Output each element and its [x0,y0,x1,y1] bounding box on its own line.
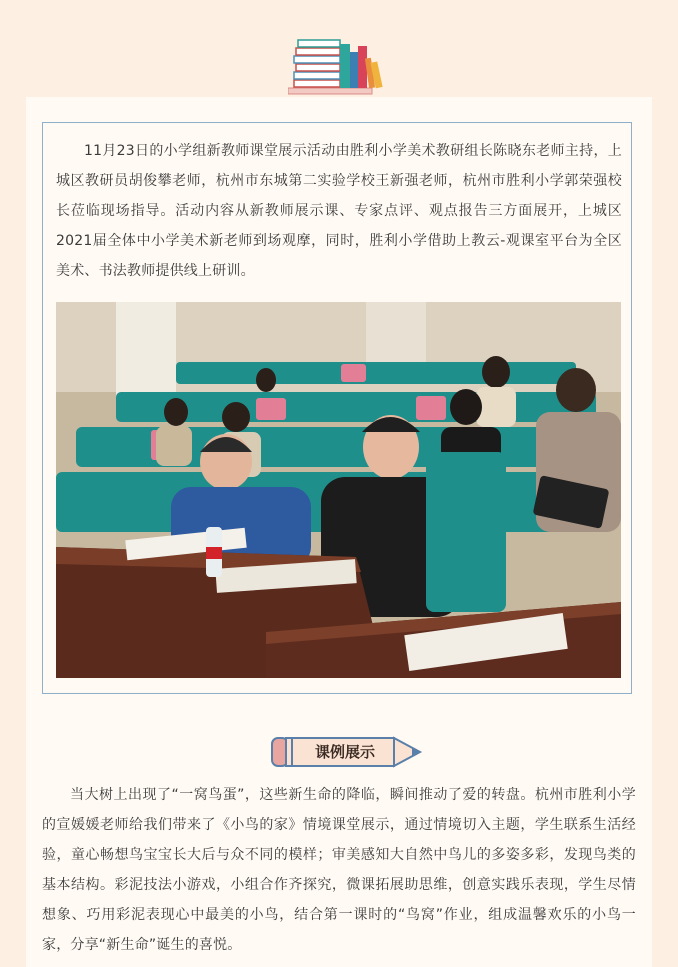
section-tag-label: 课例展示 [314,743,375,761]
classroom-photo [56,302,621,678]
books-stack-icon [288,38,388,96]
lesson-paragraph: 当大树上出现了“一窝鸟蛋”，这些新生命的降临，瞬间推动了爱的转盘。杭州市胜利小学的宣媛媛老师给我们带来了《小鸟的家》情境课堂展示，通过情境切入主题，学生联系生活经验，童心畅想鸟宝宝长大后与众不同的模样；审美感知大自然中鸟儿的多姿多彩，发现鸟类的基本结构。彩泥技法小游戏，小组合作齐探究，微课拓展助思维，创意实践乐表现，学生尽情想象、巧用彩泥表现心中最美的小鸟，结合第一课时的“鸟窝”作业，组成温馨欢乐的小鸟一家，分享“新生命”诞生的喜悦。 [42,787,636,953]
intro-paragraph: 11月23日的小学组新教师课堂展示活动由胜利小学美术教研组长陈晓东老师主持，上城区教研员胡俊攀老师，杭州市东城第二实验学校王新强老师，杭州市胜利小学郭荣强校长莅临现场指导。活动内容从新教师展示课、专家点评、观点报告三方面展开，上城区2021届全体中小学美术新老师到场观摩，同时，胜利小学借助上教云-观课室平台为全区美术、书法教师提供线上研训。 [56,143,622,279]
